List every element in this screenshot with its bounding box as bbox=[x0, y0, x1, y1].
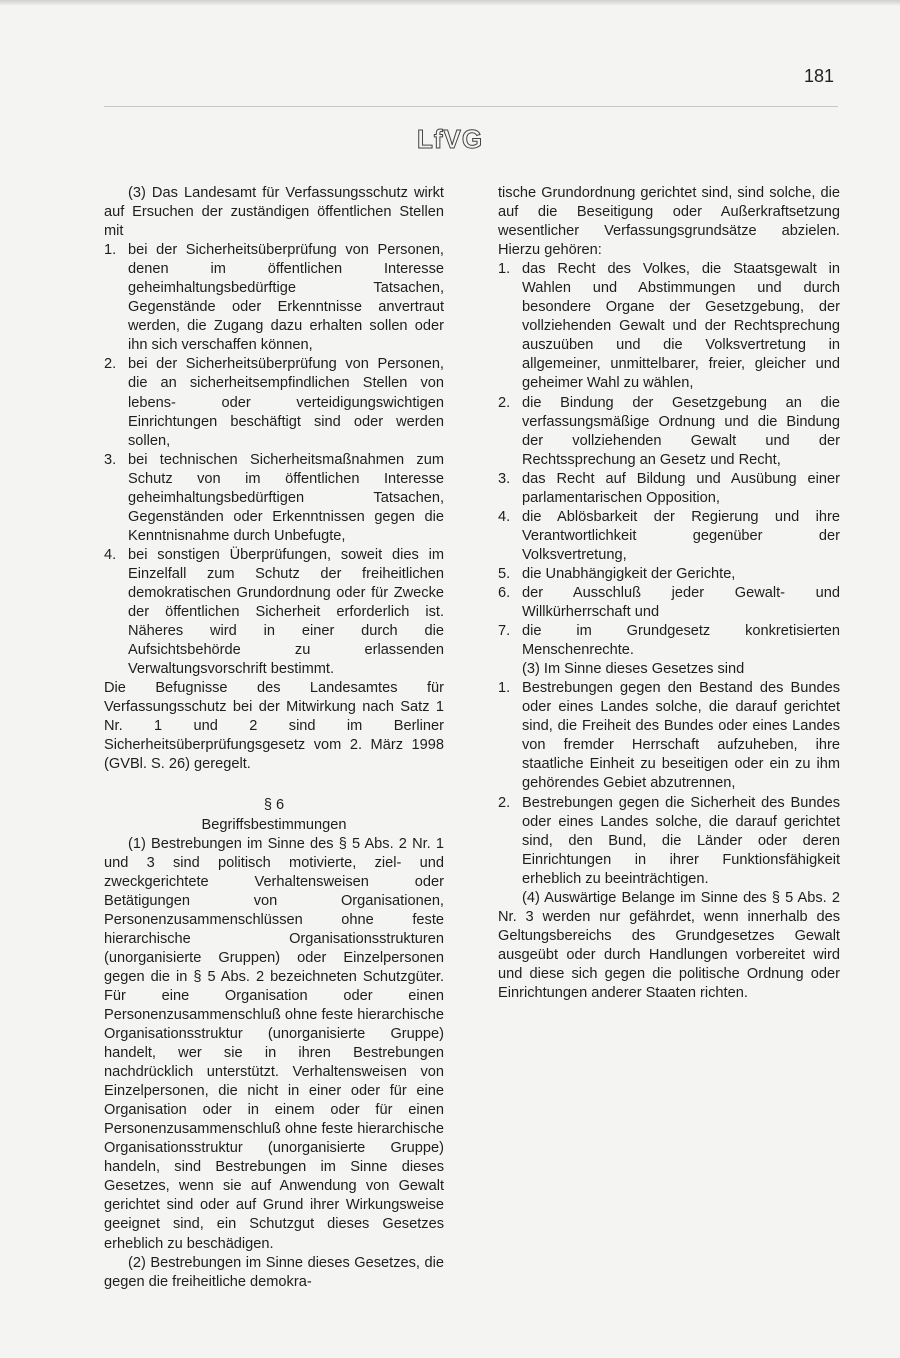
list-item-text: das Recht auf Bildung und Ausübung einer parlamentarischen Opposition, bbox=[522, 470, 840, 506]
paragraph-s5-3-closing: Die Befugnisse des Landesamtes für Verfassungsschutz bei der Mitwirkung nach Satz 1 Nr. 1 und 2 sind im Berliner Sicherheitsüberprüfungsgesetz vom 2. März 1998 (GVBl. S. 26) geregelt. bbox=[104, 680, 444, 773]
list-item bbox=[104, 451, 444, 546]
list-item-number: 2. bbox=[498, 394, 511, 411]
list-item bbox=[498, 794, 840, 889]
list-item bbox=[104, 546, 444, 679]
running-head: LfVG bbox=[416, 124, 484, 154]
paragraph-s5-3-intro: (3) Das Landesamt für Verfassungsschutz wirkt auf Ersuchen der zuständigen öffentlichen Stellen mit bbox=[104, 185, 444, 240]
section-number: § 6 bbox=[263, 797, 285, 814]
list-item-number: 5. bbox=[498, 565, 511, 582]
section-title: Begriffsbestimmungen bbox=[201, 816, 347, 833]
paragraph-s6-1: (1) Bestrebungen im Sinne des § 5 Abs. 2 Nr. 1 und 3 sind politisch motivierte, ziel- und zweckgerichtete Verhaltensweisen oder Betätigungen von Organisationen, Personenzusammenschlüssen ohne feste hierarchische Organisationsstrukturen (unorganisierte Gruppen) oder Einzelpersonen gegen die in § 5 Abs. 2 bezeichneten Schutzgüter. Für eine Organisation oder einen Personenzusammenschluß ohne feste hierarchische Organisationsstruktur (unorganisierte Gruppe) handelt, wer sie in ihren Bestrebungen nachdrücklich unterstützt. Verhaltensweisen von Einzelpersonen, die nicht in einer oder für eine Organisation oder in einem oder für einen Personenzusammenschluß ohne feste hierarchische Organisationsstruktur (unorganisierte Gruppe) handeln, sind Bestrebungen im Sinne dieses Gesetzes, wenn sie auf Anwendung von Gewalt gerichtet sind oder auf Grund ihrer Wirkungsweise geeignet sind, ein Schutzgut dieses Gesetzes erheblich zu beschädigen. bbox=[104, 835, 444, 1252]
list-item bbox=[104, 355, 444, 450]
list-item-number: 2. bbox=[104, 356, 117, 373]
list-item bbox=[498, 679, 840, 793]
paragraph-s6-3-intro: (3) Im Sinne dieses Gesetzes sind bbox=[522, 661, 745, 678]
list-item-number: 2. bbox=[498, 794, 511, 811]
list-item bbox=[498, 260, 840, 393]
list-item-number: 6. bbox=[498, 584, 511, 601]
list-item bbox=[498, 508, 840, 565]
list-item bbox=[498, 394, 840, 470]
scan-top-edge bbox=[0, 0, 900, 6]
paragraph-s6-2-cont: tische Grundordnung gerichtet sind, sind solche, die auf die Beseitigung oder Außerkraftsetzung wesentlicher Verfassungsgrundsätze abzielen. Hierzu gehören: bbox=[498, 185, 840, 259]
list-s6-3 bbox=[498, 679, 840, 889]
list-item-text: bei der Sicherheitsüberprüfung von Personen, denen im öffentlichen Interesse geheimhaltungsbedürftige Tatsachen, Gegenstände oder Erkenntnisse anvertraut werden, die Zugang dazu erhalten sollen oder ihn sich verschaffen können, bbox=[128, 242, 444, 354]
list-s5-3 bbox=[104, 241, 444, 679]
page-number: 181 bbox=[803, 66, 834, 86]
list-item-number: 3. bbox=[498, 470, 511, 487]
list-item-number: 1. bbox=[104, 242, 117, 259]
right-column bbox=[498, 184, 840, 1003]
list-item bbox=[498, 622, 840, 660]
list-s6-2 bbox=[498, 260, 840, 660]
list-item-text: die Ablösbarkeit der Regierung und ihre Verantwortlichkeit gegenüber der Volksvertretung, bbox=[522, 508, 840, 563]
list-item bbox=[498, 565, 840, 584]
list-item-text: bei der Sicherheitsüberprüfung von Personen, die an sicherheitsempfindlichen Stellen von lebens- oder verteidigungswichtigen Einrichtungen beschäftigt sind oder werden sollen, bbox=[128, 356, 444, 449]
list-item-number: 1. bbox=[498, 680, 511, 697]
list-item-text: das Recht des Volkes, die Staatsgewalt in Wahlen und Abstimmungen und durch besondere Organe der Gesetzgebung, der vollziehenden Gewalt und der Rechtsprechung auszuüben und die Volksvertretung in allgemeiner, unmittelbarer, freier, gleicher und geheimer Wahl zu wählen, bbox=[522, 261, 840, 392]
list-item-number: 7. bbox=[498, 623, 511, 640]
list-item-text: Bestrebungen gegen den Bestand des Bundes oder eines Landes solche, die darauf gerichtet sind, die Freiheit des Bundes oder eines Landes von fremder Herrschaft aufzuheben, ihre staatliche Einheit zu beseitigen oder ein zu ihm gehörendes Gebiet abzutrennen, bbox=[522, 680, 840, 792]
list-item-number: 3. bbox=[104, 451, 117, 468]
list-item-text: der Ausschluß jeder Gewalt- und Willkürherrschaft und bbox=[522, 584, 840, 621]
header-rule bbox=[104, 106, 838, 107]
paragraph-s6-2-start: (2) Bestrebungen im Sinne dieses Gesetzes, die gegen die freiheitliche demokra- bbox=[104, 1254, 444, 1290]
list-item-text: die Bindung der Gesetzgebung an die verfassungsmäßige Ordnung und die Bindung der vollziehenden Gewalt und der Rechtssprechung an Gesetz und Recht, bbox=[522, 394, 840, 468]
paragraph-s6-4: (4) Auswärtige Belange im Sinne des § 5 Abs. 2 Nr. 3 werden nur gefährdet, wenn innerhalb des Geltungsbereichs des Grundgesetzes Gewalt ausgeübt oder durch Handlungen vorbereitet wird und diese sich gegen die politische Ordnung oder Einrichtungen anderer Staaten richten. bbox=[498, 889, 840, 1001]
list-item-number: 4. bbox=[104, 546, 117, 563]
list-item-number: 4. bbox=[498, 508, 511, 525]
list-item-text: die im Grundgesetz konkretisierten Menschenrechte. bbox=[522, 623, 840, 659]
list-item-text: bei technischen Sicherheitsmaßnahmen zum Schutz von im öffentlichen Interesse geheimhaltungsbedürftigen Tatsachen, Gegenständen oder Erkenntnissen gegen die Kenntnisnahme durch Unbefugte, bbox=[128, 451, 444, 544]
left-column bbox=[104, 184, 444, 1292]
list-item bbox=[498, 470, 840, 508]
list-item bbox=[104, 241, 444, 355]
list-item-text: die Unabhängigkeit der Gerichte, bbox=[522, 565, 736, 582]
list-item-text: Bestrebungen gegen die Sicherheit des Bundes oder eines Landes solche, die darauf gerichtet sind, den Bund, die Länder oder deren Einrichtungen in ihrer Funktionsfähigkeit erheblich zu beeinträchtigen. bbox=[522, 794, 840, 887]
list-item-text: bei sonstigen Überprüfungen, soweit dies im Einzelfall zum Schutz der freiheitlichen demokratischen Grundordnung oder für Zwecke der öffentlichen Sicherheit erforderlich ist. Näheres wird in einer durch die Aufsichtsbehörde zu erlassenden Verwaltungsvorschrift bestimmt. bbox=[128, 546, 444, 678]
list-item bbox=[498, 584, 840, 622]
list-item-number: 1. bbox=[498, 261, 511, 278]
